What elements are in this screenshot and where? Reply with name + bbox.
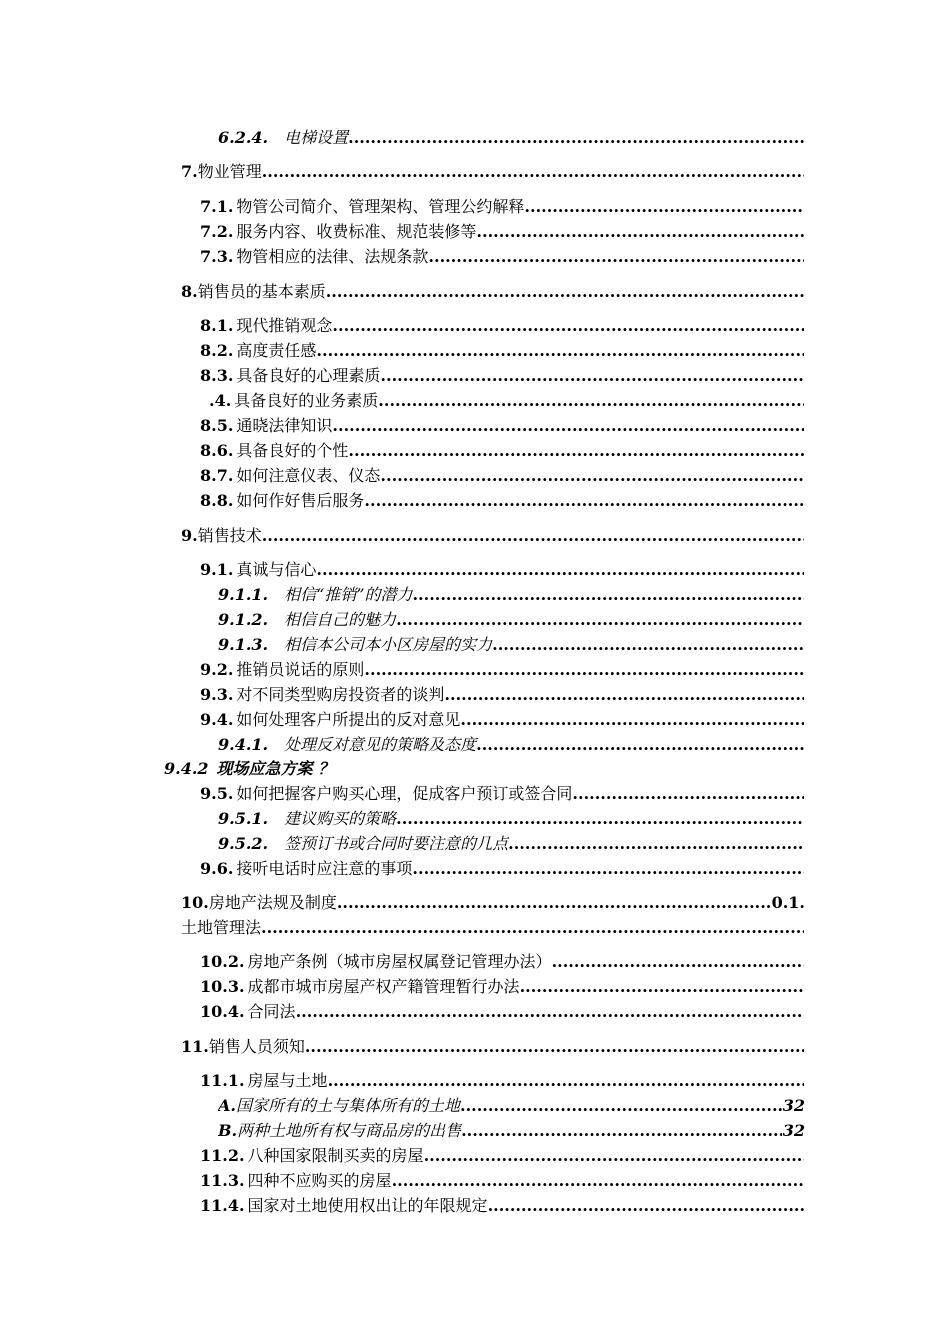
- toc-leader-dots: [326, 280, 804, 304]
- toc-entry-title: 国家对土地使用权出让的年限规定: [247, 1196, 488, 1215]
- toc-entry-number: 9.5.2.: [218, 834, 269, 853]
- toc-leader-dots: [364, 658, 804, 682]
- toc-entry-title: 具备良好的个性: [236, 441, 349, 460]
- toc-entry-title: 具备良好的心理素质: [236, 366, 381, 385]
- toc-page-number: [804, 975, 805, 999]
- toc-page-number: [804, 245, 805, 269]
- toc-leader-dots: [412, 583, 804, 607]
- toc-entry-number: 9.3.: [200, 685, 234, 704]
- toc-entry[interactable]: [218, 126, 805, 150]
- toc-entry-number: 8.8.: [200, 491, 234, 510]
- toc-entry-number: 9.5.: [200, 784, 234, 803]
- toc-page-number: [804, 414, 805, 438]
- toc-page-number: [804, 633, 805, 657]
- toc-entry-title: 如何把握客户购买心理，促成客户预订或签合同: [236, 784, 573, 803]
- toc-entry-number: 7.2.: [200, 222, 234, 241]
- toc-entry[interactable]: [181, 891, 805, 915]
- toc-entry[interactable]: [200, 1000, 805, 1024]
- toc-page-number: [804, 314, 805, 338]
- toc-entry-number: .4.: [209, 391, 232, 410]
- toc-entry-title: 如何作好售后服务: [236, 491, 365, 510]
- toc-entry[interactable]: [181, 160, 805, 184]
- toc-leader-dots: [316, 339, 804, 363]
- toc-entry-number: 10.4.: [200, 1002, 245, 1021]
- toc-entry-title: 相信自己的魅力: [284, 610, 397, 629]
- toc-page-number: 32: [782, 1121, 805, 1140]
- toc-leader-dots: [572, 782, 804, 806]
- toc-entry-number: 9.1.3.: [218, 635, 269, 654]
- toc-entry[interactable]: [218, 807, 805, 831]
- toc-entry-title: 两种土地所有权与商品房的出售: [237, 1121, 462, 1140]
- toc-entry-number: 9.4.2: [164, 759, 209, 778]
- toc-leader-dots: [396, 608, 804, 632]
- toc-page-number: [804, 733, 805, 757]
- toc-page-number: [804, 364, 805, 388]
- toc-entry[interactable]: [218, 608, 805, 632]
- toc-leader-dots: [461, 1119, 782, 1143]
- toc-entry[interactable]: [200, 1144, 805, 1168]
- toc-page-number: [804, 1035, 805, 1059]
- toc-entry-title: 八种国家限制买卖的房屋: [247, 1146, 424, 1165]
- toc-entry-title: 如何处理客户所提出的反对意见: [236, 710, 461, 729]
- toc-leader-dots: [488, 1194, 804, 1218]
- toc-entry[interactable]: [200, 683, 805, 707]
- toc-entry-title: 接听电话时应注意的事项: [236, 859, 413, 878]
- toc-entry-title: 四种不应购买的房屋: [247, 1171, 392, 1190]
- toc-entry-number: A.: [218, 1096, 236, 1115]
- toc-leader-dots: [396, 807, 804, 831]
- toc-entry[interactable]: [200, 220, 805, 244]
- toc-entry[interactable]: [200, 464, 805, 488]
- toc-entry[interactable]: [164, 757, 805, 781]
- toc-leader-dots: [492, 633, 804, 657]
- toc-entry-title: 签预订书或合同时要注意的几点: [284, 834, 509, 853]
- toc-leader-dots: [262, 160, 804, 184]
- toc-leader-dots: [380, 464, 804, 488]
- toc-page-number: [804, 195, 805, 219]
- toc-entry[interactable]: [181, 524, 805, 548]
- toc-page-number: [804, 1194, 805, 1218]
- toc-leader-dots: [348, 126, 804, 150]
- toc-leader-dots: [476, 220, 804, 244]
- toc-entry-number: 6.2.4.: [218, 128, 269, 147]
- toc-leader-dots: [332, 314, 804, 338]
- toc-entry[interactable]: [200, 195, 805, 219]
- toc-entry-number: 10.3.: [200, 977, 245, 996]
- toc-leader-dots: [524, 195, 804, 219]
- toc-leader-dots: [460, 708, 804, 732]
- toc-page-number: [804, 489, 805, 513]
- toc-entry-title: 处理反对意见的策略及态度: [284, 735, 477, 754]
- toc-page-number: [804, 832, 805, 856]
- toc-page-number: [804, 857, 805, 881]
- toc-entry[interactable]: [181, 916, 805, 940]
- toc-entry[interactable]: [200, 489, 805, 513]
- toc-leader-dots: [392, 1169, 804, 1193]
- toc-entry-title: 房屋与土地: [247, 1071, 328, 1090]
- toc-entry-title: 相信本公司本小区房屋的实力: [284, 635, 493, 654]
- toc-page-number: [804, 608, 805, 632]
- toc-entry-number: 9.1.2.: [218, 610, 269, 629]
- toc-entry[interactable]: [200, 782, 805, 806]
- toc-page-number: [334, 757, 335, 781]
- toc-entry[interactable]: [200, 1169, 805, 1193]
- toc-page-number: [804, 1169, 805, 1193]
- toc-entry[interactable]: [218, 633, 805, 657]
- toc-entry-title: 对不同类型购房投资者的谈判: [236, 685, 445, 704]
- toc-page-number: [804, 558, 805, 582]
- toc-page-number: [804, 160, 805, 184]
- toc-entry[interactable]: [200, 857, 805, 881]
- toc-entry[interactable]: [209, 389, 805, 413]
- toc-entry-number: 7.1.: [200, 197, 234, 216]
- toc-entry-title: 如何注意仪表、仪态: [236, 466, 381, 485]
- toc-leader-dots: [444, 683, 804, 707]
- toc-entry-title: 相信“推销”的潜力: [284, 585, 413, 604]
- toc-entry-number: 10.: [181, 893, 209, 912]
- toc-page-number: [804, 950, 805, 974]
- toc-entry-number: 11.1.: [200, 1071, 245, 1090]
- toc-entry-number: 11.: [181, 1037, 209, 1056]
- toc-leader-dots: [337, 891, 771, 915]
- toc-entry-number: 11.3.: [200, 1171, 245, 1190]
- toc-entry-title: 具备良好的业务素质: [234, 391, 379, 410]
- toc-entry[interactable]: [181, 1035, 805, 1059]
- toc-leader-dots: [316, 558, 804, 582]
- toc-entry-number: 9.1.: [200, 560, 234, 579]
- toc-leader-dots: [508, 832, 804, 856]
- toc-entry-title: 现场应急方案 ？: [216, 759, 335, 778]
- toc-leader-dots: [378, 389, 804, 413]
- toc-entry-number: 8.: [181, 282, 198, 301]
- toc-leader-dots: [364, 489, 804, 513]
- toc-entry-title: 通晓法律知识: [236, 416, 333, 435]
- toc-entry-title: 建议购买的策略: [284, 809, 397, 828]
- toc-entry[interactable]: [200, 950, 805, 974]
- toc-entry[interactable]: [181, 280, 805, 304]
- toc-page-number: [804, 583, 805, 607]
- toc-page-number: [804, 126, 805, 150]
- toc-entry-title: 国家所有的土与集体所有的土地: [235, 1096, 460, 1115]
- toc-leader-dots: [305, 1035, 804, 1059]
- toc-entry[interactable]: [218, 1094, 805, 1118]
- toc-entry[interactable]: [200, 1194, 805, 1218]
- toc-leader-dots: [262, 524, 804, 548]
- toc-entry[interactable]: [200, 658, 805, 682]
- toc-page-number: [804, 916, 805, 940]
- toc-leader-dots: [424, 1144, 804, 1168]
- toc-entry-title: 房地产法规及制度: [208, 893, 337, 912]
- toc-leader-dots: [332, 414, 804, 438]
- toc-page-number: [804, 524, 805, 548]
- toc-page-number: [804, 1069, 805, 1093]
- toc-leader-dots: [552, 950, 804, 974]
- toc-entry-title: 物管相应的法律、法规条款: [236, 247, 429, 266]
- toc-entry-number: 9.5.1.: [218, 809, 269, 828]
- toc-entry-title: 销售人员须知: [208, 1037, 305, 1056]
- toc-entry-number: 7.3.: [200, 247, 234, 266]
- toc-entry-title: 真诚与信心: [236, 560, 317, 579]
- toc-entry-title: 服务内容、收费标准、规范装修等: [236, 222, 477, 241]
- toc-leader-dots: [296, 1000, 804, 1024]
- toc-entry-title: 土地管理法: [181, 918, 262, 937]
- toc-page-number: [804, 464, 805, 488]
- toc-entry-title: 房地产条例（城市房屋权属登记管理办法）: [247, 952, 552, 971]
- toc-entry[interactable]: [218, 733, 805, 757]
- toc-entry[interactable]: [200, 708, 805, 732]
- toc-entry[interactable]: [200, 414, 805, 438]
- toc-entry-title: 高度责任感: [236, 341, 317, 360]
- toc-entry-number: 11.4.: [200, 1196, 245, 1215]
- toc-entry-title: 物业管理: [197, 162, 262, 181]
- toc-entry-number: B.: [218, 1121, 238, 1140]
- toc-entry[interactable]: [200, 1069, 805, 1093]
- toc-entry-title: 现代推销观念: [236, 316, 333, 335]
- toc-entry[interactable]: [200, 339, 805, 363]
- toc-leader-dots: [261, 916, 804, 940]
- toc-entry-title: 销售员的基本素质: [197, 282, 326, 301]
- toc-page-number: [804, 782, 805, 806]
- toc-entry[interactable]: [218, 1119, 805, 1143]
- toc-entry-number: 9.2.: [200, 660, 234, 679]
- toc-entry-number: 8.6.: [200, 441, 234, 460]
- toc-entry-title: 销售技术: [197, 526, 262, 545]
- toc-entry[interactable]: [200, 975, 805, 999]
- toc-entry-number: 9.4.1.: [218, 735, 269, 754]
- toc-entry-number: 11.2.: [200, 1146, 245, 1165]
- toc-leader-dots: [476, 733, 804, 757]
- toc-page-number: [804, 339, 805, 363]
- toc-entry[interactable]: [200, 439, 805, 463]
- toc-page-number: [804, 1000, 805, 1024]
- toc-page-number: 32: [782, 1096, 805, 1115]
- toc-entry-number: 9.4.: [200, 710, 234, 729]
- toc-page-number: [804, 807, 805, 831]
- toc-leader-dots: [328, 1069, 804, 1093]
- toc-leader-dots: [460, 1094, 782, 1118]
- toc-entry-title: 合同法: [247, 1002, 296, 1021]
- toc-entry-number: 8.3.: [200, 366, 234, 385]
- toc-page-number: [804, 280, 805, 304]
- toc-entry[interactable]: [200, 558, 805, 582]
- toc-entry-title: 物管公司简介、管理架构、管理公约解释: [236, 197, 525, 216]
- toc-page-number: 0.1.: [771, 893, 805, 912]
- toc-entry-number: 9.: [181, 526, 198, 545]
- toc-entry-number: 9.6.: [200, 859, 234, 878]
- toc-leader-dots: [428, 245, 804, 269]
- toc-page-number: [804, 1144, 805, 1168]
- toc-entry-number: 8.5.: [200, 416, 234, 435]
- toc-entry[interactable]: [200, 364, 805, 388]
- toc-entry-title: 成都市城市房屋产权产籍管理暂行办法: [247, 977, 520, 996]
- toc-leader-dots: [412, 857, 804, 881]
- toc-page-number: [804, 220, 805, 244]
- toc-page-number: [804, 439, 805, 463]
- toc-leader-dots: [520, 975, 804, 999]
- toc-page-number: [804, 708, 805, 732]
- toc-entry[interactable]: [218, 832, 805, 856]
- toc-entry[interactable]: [218, 583, 805, 607]
- toc-page-number: [804, 389, 805, 413]
- toc-entry[interactable]: [200, 314, 805, 338]
- toc-entry-number: 9.1.1.: [218, 585, 269, 604]
- toc-entry[interactable]: [200, 245, 805, 269]
- toc-leader-dots: [348, 439, 804, 463]
- toc-entry-number: 8.1.: [200, 316, 234, 335]
- toc-page-number: [804, 658, 805, 682]
- toc-page-number: [804, 683, 805, 707]
- toc-entry-title: 推销员说话的原则: [236, 660, 365, 679]
- toc-entry-number: 10.2.: [200, 952, 245, 971]
- toc-leader-dots: [380, 364, 804, 388]
- toc-entry-title: 电梯设置: [284, 128, 349, 147]
- toc-entry-number: 8.7.: [200, 466, 234, 485]
- toc-entry-number: 8.2.: [200, 341, 234, 360]
- toc-entry-number: 7.: [181, 162, 198, 181]
